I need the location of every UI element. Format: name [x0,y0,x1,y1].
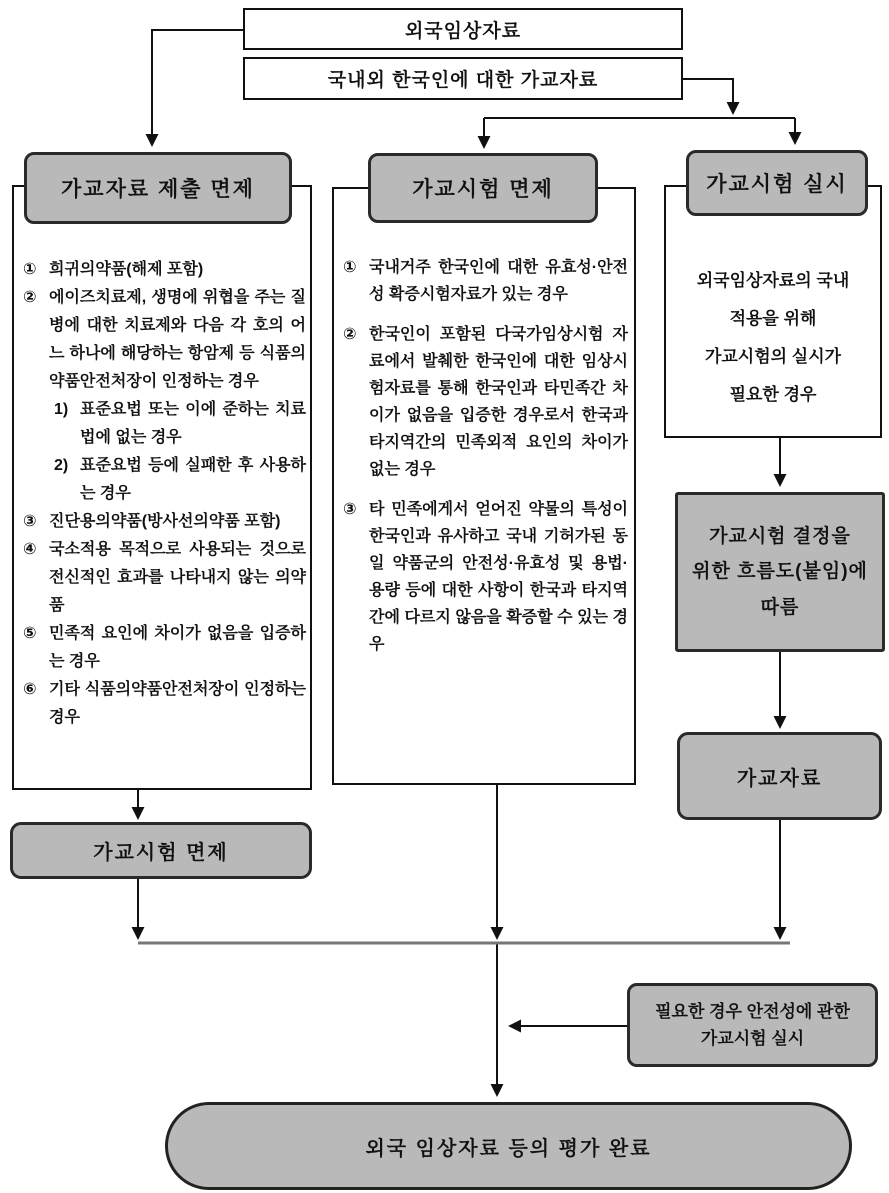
list-subitem [54,452,306,508]
box-foreign-clinical-data: 외국임상자료 [243,8,683,50]
safety-note-line: 필요한 경우 안전성에 관한 [655,1001,850,1021]
item-text: 에이즈치료제, 생명에 위협을 주는 질병에 대한 치료제와 다음 각 호의 어느 하나에 해당하는 항암제 등 식품의약품안전처장이 인정하는 경우 [49,289,306,390]
connector-bridge-to-split [683,79,733,113]
header-bridging-data-submission-exempt: 가교자료 제출 면제 [24,152,292,224]
item-marker: ② [343,326,357,343]
subitem-marker: 1) [54,401,69,418]
right-condition-text [670,262,876,414]
list-item [342,254,628,308]
connector-foreign-to-left-header [152,30,243,145]
header-bridging-study-exempt: 가교시험 면제 [368,153,598,223]
item-text: 국내거주 한국인에 대한 유효성·안전성 확증시험자료가 있는 경우 [369,259,628,303]
item-marker: ② [23,289,37,306]
list-item [22,284,306,508]
item-marker: ③ [343,501,357,518]
item-text: 진단용의약품(방사선의약품 포함) [49,513,281,530]
list-subitem [54,396,306,452]
list-item [22,256,306,284]
left-criteria-list [22,256,306,732]
item-marker: ① [343,259,357,276]
item-marker: ④ [23,541,37,558]
right-condition-line: 외국임상자료의 국내 [696,271,850,290]
subitem-text: 표준요법 또는 이에 준하는 치료법에 없는 경우 [80,401,306,446]
box-safety-bridging-study-note [627,983,878,1067]
item-text: 희귀의약품(해제 포함) [49,261,204,278]
flow-box-line: 위한 흐름도(붙임)에 [692,561,868,583]
list-item [342,496,628,658]
item-marker: ⑤ [23,625,37,642]
item-text: 한국인이 포함된 다국가임상시험 자료에서 발췌한 한국인에 대한 임상시험자료를 통해 한국인과 타민족간 차이가 없음을 입증한 경우로서 한국과 타지역간의 민족외적 요인의 차이가 없는 경우 [369,326,628,478]
list-item [22,676,306,732]
box-bridging-data-koreans: 국내외 한국인에 대한 가교자료 [243,57,683,100]
header-bridging-study-conduct: 가교시험 실시 [686,150,868,216]
right-condition-line: 필요한 경우 [729,385,817,404]
flow-box-line: 따름 [760,596,800,618]
item-text: 국소적용 목적으로 사용되는 것으로 전신적인 효과를 나타내지 않는 의약품 [49,541,306,614]
subitem-text: 표준요법 등에 실패한 후 사용하는 경우 [80,457,306,502]
item-text: 타 민족에게서 얻어진 약물의 특성이 한국인과 유사하고 국내 기허가된 동일 약품군의 안전성·유효성 및 용법·용량 등에 대한 사항이 한국과 타지역간에 다르지 않음을 확증할 수 있는 경우 [369,501,628,653]
subitem-marker: 2) [54,457,69,474]
list-item [342,321,628,483]
right-condition-line: 가교시험의 실시가 [704,347,842,366]
list-item [22,536,306,620]
right-condition-line: 적용을 위해 [729,309,817,328]
box-bridging-data-result: 가교자료 [677,732,882,820]
item-marker: ③ [23,513,37,530]
item-text: 민족적 요인에 차이가 없음을 입증하는 경우 [49,625,306,670]
box-bridging-study-exempt-result: 가교시험 면제 [10,822,312,879]
middle-criteria-list [342,254,628,671]
list-item [22,508,306,536]
box-follow-flowchart [675,492,885,652]
list-item [22,620,306,676]
box-evaluation-complete-terminal: 외국 임상자료 등의 평가 완료 [165,1102,852,1190]
flow-box-line: 가교시험 결정을 [709,526,851,548]
item-text: 기타 식품의약품안전처장이 인정하는 경우 [49,681,306,726]
item-marker: ① [23,261,37,278]
item-marker: ⑥ [23,681,37,698]
safety-note-line: 가교시험 실시 [700,1029,805,1048]
